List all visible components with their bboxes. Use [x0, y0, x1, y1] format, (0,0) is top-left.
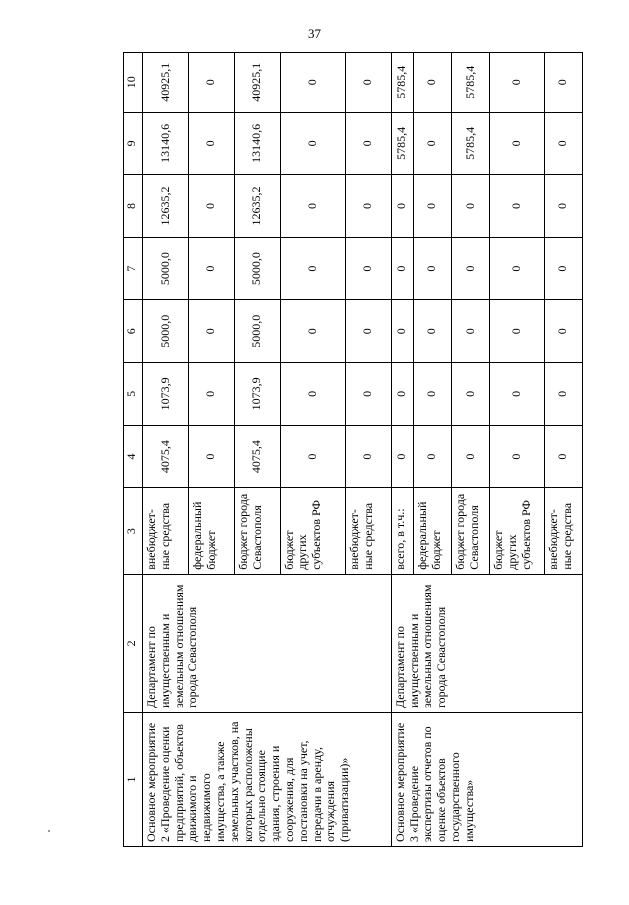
value-cell: 5000,0 — [234, 237, 280, 300]
value-cell: 0 — [345, 175, 391, 238]
value-cell: 5785,4 — [452, 112, 490, 175]
value-cell: 0 — [452, 425, 490, 488]
value-cell: 0 — [280, 112, 345, 175]
value-cell: 0 — [188, 112, 234, 175]
header-cell: 3 — [124, 488, 143, 574]
value-cell: 0 — [188, 425, 234, 488]
value-cell: 1073,9 — [143, 363, 189, 426]
value-cell: 0 — [345, 425, 391, 488]
value-cell: 0 — [544, 175, 582, 238]
executor-cell: Департамент по имущественным и земельным отношениям города Севастополя — [143, 574, 392, 712]
value-cell: 0 — [490, 237, 544, 300]
budget-table-container — [123, 52, 583, 847]
value-cell: 0 — [413, 425, 451, 488]
value-cell: 0 — [413, 53, 451, 113]
value-cell: 0 — [490, 175, 544, 238]
header-cell: 1 — [124, 713, 143, 847]
value-cell: 0 — [413, 300, 451, 363]
header-cell: 4 — [124, 425, 143, 488]
value-cell: 0 — [391, 300, 413, 363]
value-cell: 5000,0 — [143, 300, 189, 363]
value-cell: 0 — [544, 300, 582, 363]
value-cell: 0 — [280, 53, 345, 113]
value-cell: 0 — [544, 425, 582, 488]
funding-source-cell: всего, в т.ч.: — [391, 488, 413, 574]
header-cell: 10 — [124, 53, 143, 113]
funding-source-cell: внебюджет-ные средства — [345, 488, 391, 574]
value-cell: 0 — [188, 300, 234, 363]
value-cell: 0 — [188, 53, 234, 113]
value-cell: 0 — [391, 175, 413, 238]
header-cell: 6 — [124, 300, 143, 363]
value-cell: 0 — [413, 237, 451, 300]
value-cell: 5785,4 — [391, 112, 413, 175]
value-cell: 0 — [391, 363, 413, 426]
value-cell: 0 — [544, 53, 582, 113]
value-cell: 0 — [188, 237, 234, 300]
funding-source-cell: бюджет других субъектов РФ — [280, 488, 345, 574]
table-row — [391, 53, 413, 847]
value-cell: 4075,4 — [143, 425, 189, 488]
page-number: 37 — [308, 26, 321, 41]
value-cell: 0 — [413, 112, 451, 175]
value-cell: 0 — [188, 175, 234, 238]
funding-source-cell: бюджет других субъектов РФ — [490, 488, 544, 574]
scan-dot — [48, 830, 50, 832]
value-cell: 0 — [490, 425, 544, 488]
value-cell: 0 — [280, 175, 345, 238]
value-cell: 5000,0 — [234, 300, 280, 363]
budget-table — [123, 52, 583, 847]
header-cell: 8 — [124, 175, 143, 238]
value-cell: 5000,0 — [143, 237, 189, 300]
value-cell: 0 — [452, 175, 490, 238]
value-cell: 0 — [413, 363, 451, 426]
value-cell: 0 — [413, 175, 451, 238]
value-cell: 0 — [345, 112, 391, 175]
value-cell: 0 — [490, 112, 544, 175]
value-cell: 0 — [280, 237, 345, 300]
executor-cell: Департамент по имущественным и земельным отношениям города Севастополя — [391, 574, 582, 712]
value-cell: 0 — [345, 363, 391, 426]
value-cell: 5785,4 — [391, 53, 413, 113]
value-cell: 4075,4 — [234, 425, 280, 488]
header-cell: 2 — [124, 574, 143, 712]
value-cell: 0 — [452, 363, 490, 426]
value-cell: 0 — [490, 300, 544, 363]
value-cell: 0 — [452, 237, 490, 300]
value-cell: 0 — [345, 237, 391, 300]
value-cell: 0 — [280, 363, 345, 426]
header-row — [124, 53, 143, 847]
value-cell: 0 — [280, 425, 345, 488]
value-cell: 0 — [544, 237, 582, 300]
value-cell: 0 — [188, 363, 234, 426]
value-cell: 5785,4 — [452, 53, 490, 113]
value-cell: 0 — [452, 300, 490, 363]
funding-source-cell: федеральный бюджет — [413, 488, 451, 574]
value-cell: 0 — [280, 300, 345, 363]
value-cell: 0 — [345, 300, 391, 363]
value-cell: 13140,6 — [234, 112, 280, 175]
value-cell: 40925,1 — [234, 53, 280, 113]
value-cell: 1073,9 — [234, 363, 280, 426]
funding-source-cell: внебюджет-ные средства — [143, 488, 189, 574]
value-cell: 0 — [490, 53, 544, 113]
value-cell: 12635,2 — [234, 175, 280, 238]
header-cell: 7 — [124, 237, 143, 300]
value-cell: 13140,6 — [143, 112, 189, 175]
header-cell: 5 — [124, 363, 143, 426]
funding-source-cell: федеральный бюджет — [188, 488, 234, 574]
value-cell: 0 — [544, 112, 582, 175]
funding-source-cell: внебюджет-ные средства — [544, 488, 582, 574]
measure-name-cell: Основное мероприятие 2 «Проведение оценки предприятий, объектов движимого и недвижимого имущества, а также земельных участков, на которых расположены отдельно стоящие здания, строения и сооружения, для постановки на учет, передачи в аренду, отчуждения (приватизации)» — [143, 713, 392, 847]
funding-source-cell: бюджет города Севастополя — [234, 488, 280, 574]
funding-source-cell: бюджет города Севастополя — [452, 488, 490, 574]
value-cell: 0 — [391, 425, 413, 488]
header-cell: 9 — [124, 112, 143, 175]
value-cell: 12635,2 — [143, 175, 189, 238]
table-row — [143, 53, 189, 847]
value-cell: 0 — [345, 53, 391, 113]
value-cell: 0 — [544, 363, 582, 426]
value-cell: 0 — [391, 237, 413, 300]
value-cell: 40925,1 — [143, 53, 189, 113]
measure-name-cell: Основное мероприятие 3 «Проведение экспертизы отчетов по оценке объектов государственного имущества» — [391, 713, 582, 847]
value-cell: 0 — [490, 363, 544, 426]
